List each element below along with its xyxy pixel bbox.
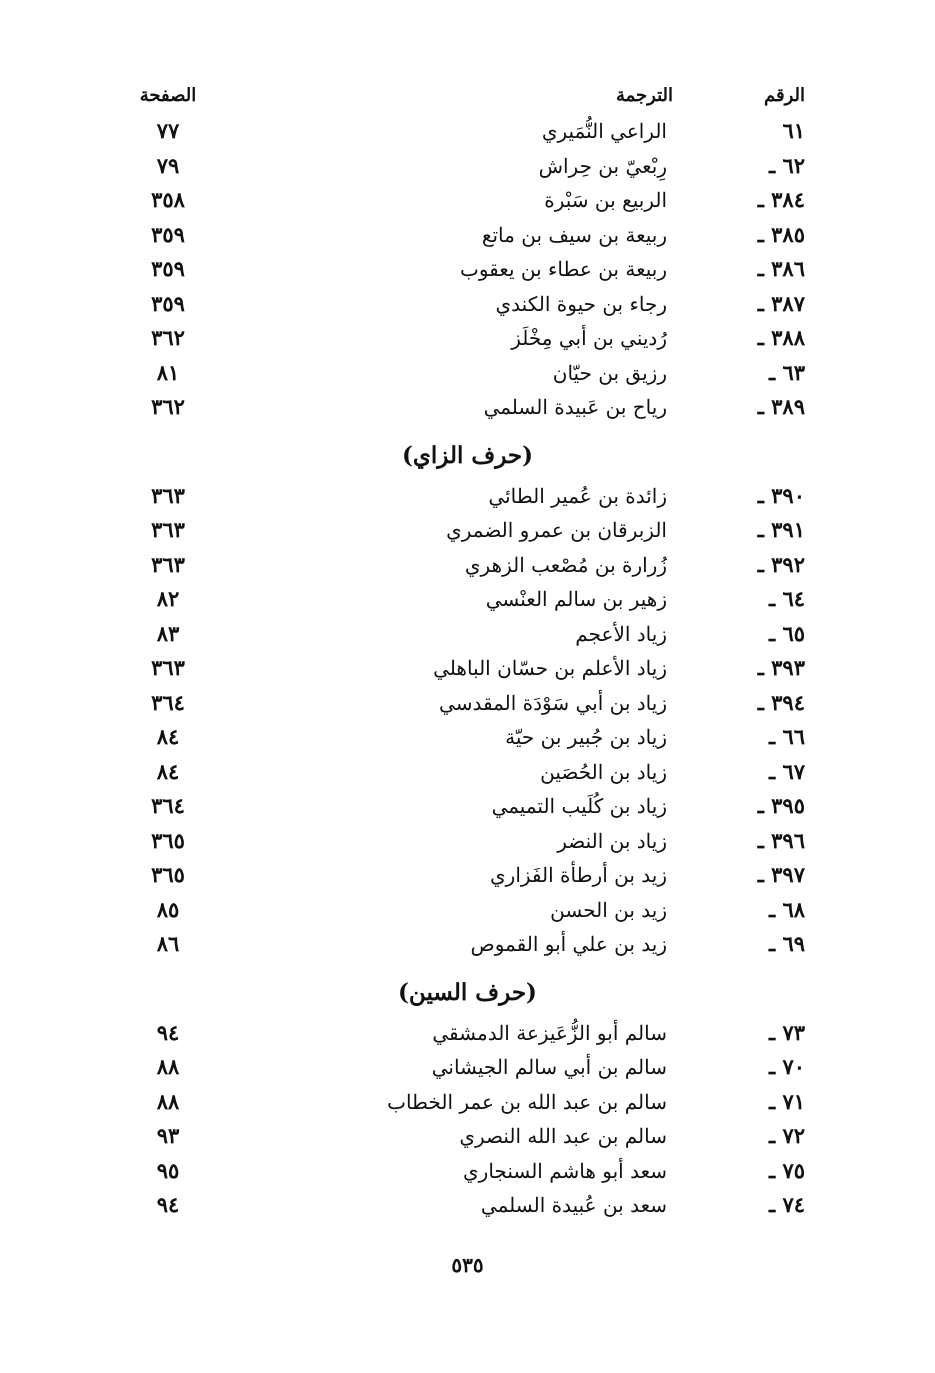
entry-name: زائدة بن عُمير الطائي bbox=[488, 483, 667, 508]
entry-name: الربيع بن سَبْرة bbox=[544, 188, 667, 212]
entry-page: ٩٤ bbox=[156, 1192, 180, 1217]
entry-page: ٨٢ bbox=[156, 586, 180, 611]
entry-number: ٣٩١ ـ bbox=[757, 517, 805, 542]
entry-page: ٧٩ bbox=[156, 152, 180, 178]
entry-name: ربيعة بن عطاء بن يعقوب bbox=[460, 257, 667, 281]
entry-number: ٦٤ ـ bbox=[768, 586, 805, 611]
entry-page: ٨٤ bbox=[156, 758, 180, 784]
entry-name: رُديني بن أبي مِخْلَز bbox=[511, 326, 667, 350]
index-entry bbox=[0, 252, 935, 286]
entry-number: ٧١ ـ bbox=[768, 1088, 805, 1114]
entry-number: ٦١ bbox=[782, 118, 805, 143]
entry-number: ٣٩٧ ـ bbox=[757, 862, 805, 887]
entry-name: الراعي النُّمَيري bbox=[541, 119, 667, 143]
entry-number: ٦٨ ـ bbox=[768, 896, 805, 922]
index-entry bbox=[0, 651, 935, 685]
header-page: الصفحة bbox=[139, 85, 197, 106]
entry-name: زياد الأعلم بن حسّان الباهلي bbox=[433, 656, 667, 680]
entry-name: زياد بن الحُصَين bbox=[540, 759, 667, 784]
index-entry bbox=[0, 789, 935, 823]
index-entry bbox=[0, 1050, 935, 1084]
entry-name: رياح بن عَبيدة السلمي bbox=[483, 395, 667, 419]
entry-page: ٣٦٣ bbox=[151, 551, 185, 577]
entry-page: ٣٥٩ bbox=[151, 256, 185, 281]
entry-number: ٣٨٦ ـ bbox=[757, 256, 805, 281]
index-entry bbox=[0, 183, 935, 217]
index-entry bbox=[0, 1154, 935, 1188]
entry-number: ٣٩٣ ـ bbox=[757, 655, 805, 680]
entry-name: رجاء بن حيوة الكندي bbox=[495, 291, 667, 316]
entry-number: ٣٩٥ ـ bbox=[757, 793, 805, 818]
index-entry bbox=[0, 1119, 935, 1153]
entry-name: زُرارة بن مُصْعب الزهري bbox=[464, 552, 667, 577]
entry-number: ٣٩٤ ـ bbox=[757, 689, 805, 715]
entry-page: ٣٥٩ bbox=[151, 290, 185, 316]
header-name: الترجمة bbox=[615, 85, 673, 106]
index-entry bbox=[0, 390, 935, 424]
entry-page: ٣٦٥ bbox=[151, 827, 185, 853]
entry-page: ٣٥٩ bbox=[151, 221, 185, 247]
entry-number: ٦٧ ـ bbox=[768, 758, 805, 784]
entry-number: ٧٠ ـ bbox=[768, 1054, 805, 1079]
page-number: ٥٣٥ bbox=[451, 1253, 484, 1277]
entry-page: ٧٧ bbox=[156, 118, 180, 143]
entry-name: رزيق بن حيّان bbox=[552, 360, 667, 385]
index-entry bbox=[0, 149, 935, 183]
entry-number: ٧٤ ـ bbox=[768, 1192, 805, 1217]
entry-number: ٦٣ ـ bbox=[768, 359, 805, 385]
entry-name: سعد بن عُبيدة السلمي bbox=[480, 1193, 667, 1217]
entry-name: زياد بن أبي سَوْدَة المقدسي bbox=[439, 690, 667, 715]
entry-page: ٨٣ bbox=[156, 620, 180, 646]
index-entry bbox=[0, 893, 935, 927]
index-entry bbox=[0, 824, 935, 858]
entry-name: زياد بن النضر bbox=[557, 828, 667, 853]
entry-page: ٣٦٤ bbox=[151, 793, 185, 818]
entry-number: ٣٨٤ ـ bbox=[757, 187, 805, 212]
entry-page: ٨٤ bbox=[156, 724, 180, 749]
index-entry bbox=[0, 686, 935, 720]
index-entry bbox=[0, 218, 935, 252]
index-entry bbox=[0, 720, 935, 754]
entry-name: ربيعة بن سيف بن ماتع bbox=[481, 222, 667, 247]
entry-name: زيد بن أرطأة الفَزاري bbox=[490, 863, 667, 887]
entry-number: ٣٩٦ ـ bbox=[757, 827, 805, 853]
entry-name: زيد بن الحسن bbox=[550, 897, 667, 922]
index-entry bbox=[0, 1085, 935, 1119]
entry-name: زياد بن كُلَيب التميمي bbox=[491, 794, 667, 818]
index-entry bbox=[0, 617, 935, 651]
entry-name: سالم بن عبد الله النصري bbox=[459, 1124, 667, 1148]
entry-page: ٣٦٥ bbox=[151, 862, 185, 887]
entry-page: ٨٦ bbox=[156, 931, 180, 956]
entry-page: ٣٦٢ bbox=[151, 394, 185, 419]
entry-name: سالم بن عبد الله بن عمر الخطاب bbox=[387, 1089, 667, 1114]
index-entry bbox=[0, 755, 935, 789]
index-entry bbox=[0, 582, 935, 616]
index-entry bbox=[0, 356, 935, 390]
entry-name: سالم أبو الزُّعَيزعة الدمشقي bbox=[432, 1020, 667, 1045]
entry-page: ٣٦٣ bbox=[151, 517, 185, 542]
entry-page: ٨١ bbox=[156, 359, 180, 385]
entry-number: ٣٨٥ ـ bbox=[757, 221, 805, 247]
entry-page: ٨٨ bbox=[156, 1054, 180, 1079]
entry-name: زياد بن جُبير بن حيّة bbox=[505, 725, 667, 749]
index-entry bbox=[0, 927, 935, 961]
index-entry bbox=[0, 858, 935, 892]
entry-name: سالم بن أبي سالم الجيشاني bbox=[431, 1055, 667, 1079]
entry-page: ٨٨ bbox=[156, 1088, 180, 1114]
entry-number: ٦٦ ـ bbox=[768, 724, 805, 749]
entry-page: ٨٥ bbox=[156, 896, 180, 922]
entry-number: ٣٨٩ ـ bbox=[757, 394, 805, 419]
entry-name: زهير بن سالم العنْسي bbox=[485, 587, 667, 611]
entry-page: ٩٥ bbox=[156, 1157, 180, 1183]
entry-number: ٣٩٠ ـ bbox=[757, 482, 805, 508]
entry-page: ٣٦٤ bbox=[151, 689, 185, 715]
header-number: الرقم bbox=[763, 85, 805, 106]
index-entry bbox=[0, 287, 935, 321]
entry-name: زيد بن علي أبو القموص bbox=[470, 932, 667, 956]
entry-number: ٣٨٨ ـ bbox=[757, 325, 805, 350]
entry-page: ٣٦٣ bbox=[151, 482, 185, 508]
section-title: (حرف السين) bbox=[398, 978, 537, 1006]
entry-page: ٣٥٨ bbox=[151, 187, 185, 212]
entry-number: ٦٥ ـ bbox=[768, 620, 805, 646]
index-entry bbox=[0, 114, 935, 148]
index-entry bbox=[0, 1188, 935, 1222]
entry-page: ٣٦٣ bbox=[151, 655, 185, 680]
entry-number: ٦٢ ـ bbox=[768, 152, 805, 178]
index-entry bbox=[0, 1016, 935, 1050]
index-entry bbox=[0, 321, 935, 355]
entry-page: ٩٣ bbox=[156, 1123, 180, 1148]
entry-number: ٧٣ ـ bbox=[768, 1019, 805, 1045]
index-entry bbox=[0, 513, 935, 547]
index-entry bbox=[0, 479, 935, 513]
entry-name: رِبْعيّ بن حِراش bbox=[538, 153, 667, 178]
entry-number: ٣٩٢ ـ bbox=[757, 551, 805, 577]
entry-number: ٦٩ ـ bbox=[768, 931, 805, 956]
column-header bbox=[0, 79, 935, 113]
entry-number: ٣٨٧ ـ bbox=[757, 290, 805, 316]
entry-name: سعد أبو هاشم السنجاري bbox=[463, 1158, 667, 1183]
entry-number: ٧٥ ـ bbox=[768, 1157, 805, 1183]
entry-name: الزبرقان بن عمرو الضمري bbox=[446, 518, 667, 542]
entry-page: ٣٦٢ bbox=[151, 325, 185, 350]
entry-page: ٩٤ bbox=[156, 1019, 180, 1045]
section-title: (حرف الزاي) bbox=[401, 441, 533, 469]
entry-number: ٧٢ ـ bbox=[768, 1123, 805, 1148]
index-entry bbox=[0, 548, 935, 582]
entry-name: زياد الأعجم bbox=[575, 621, 667, 646]
